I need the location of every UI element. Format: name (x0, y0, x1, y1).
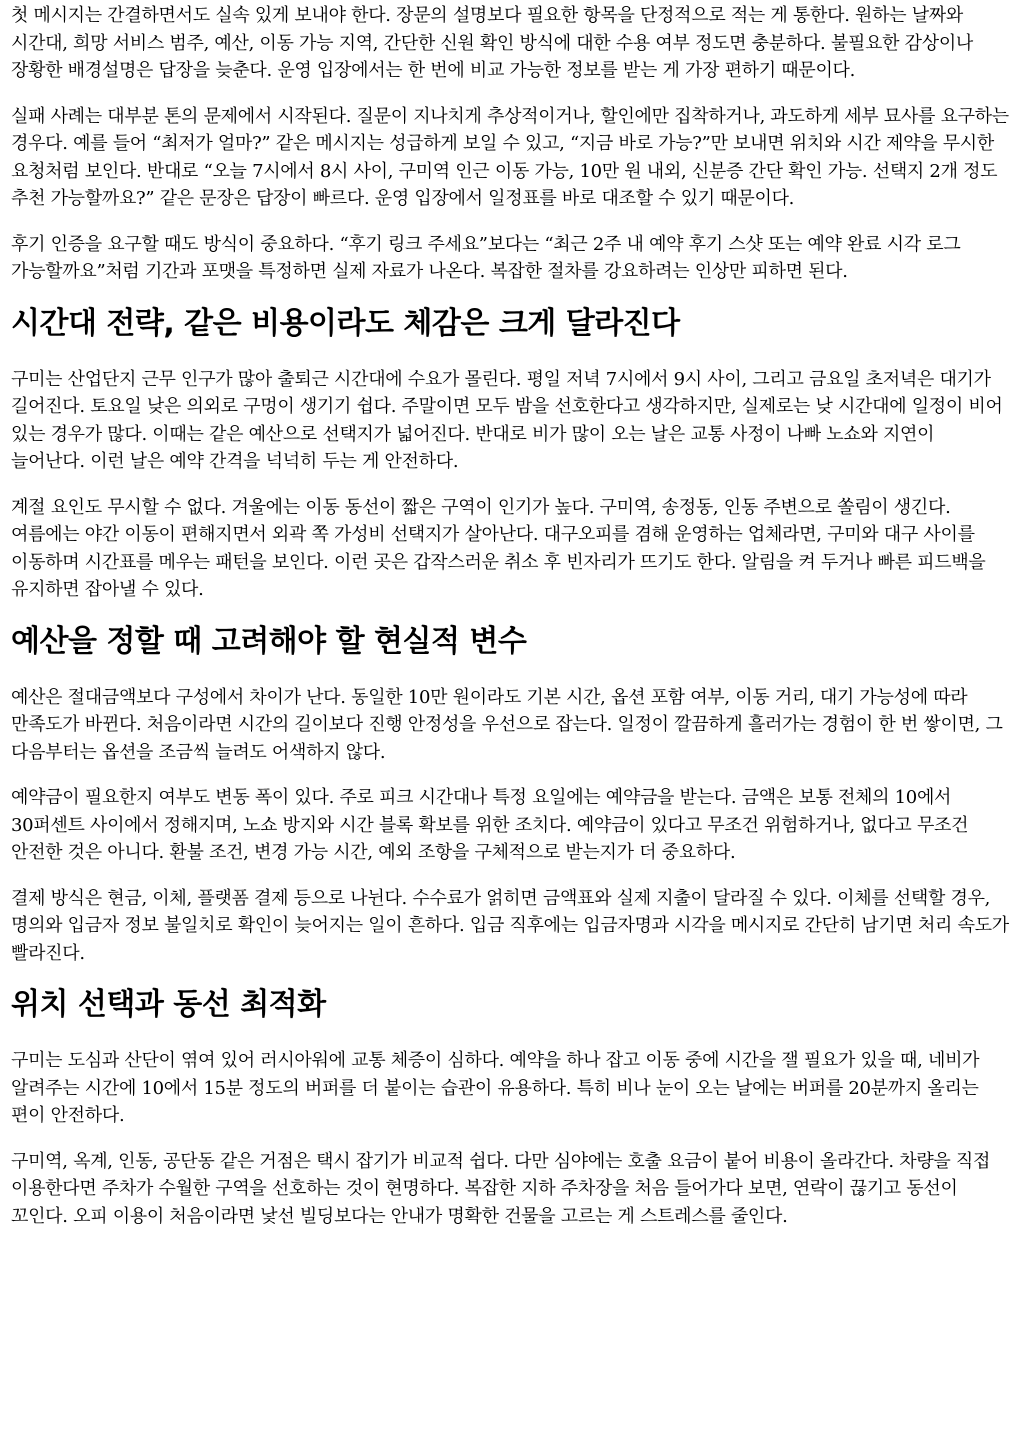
paragraph-deposit: 예약금이 필요한지 여부도 변동 폭이 있다. 주로 피크 시간대나 특정 요일에는 예약금을 받는다. 금액은 보통 전체의 10에서 30퍼센트 사이에서 정해지며, 노쇼 방지와 시간 블록 확보를 위한 조치다. 예약금이 있다고 무조건 위험하거나, 없다고 무조건 안전한 것은 아니다. 환불 조건, 변경 가능 시간, 예외 조항을 구체적으로 받는지가 더 중요하다. (11, 787, 969, 863)
paragraph-review-verification: 후기 인증을 요구할 때도 방식이 중요하다. “후기 링크 주세요”보다는 “최근 2주 내 예약 후기 스샷 또는 예약 완료 시각 로그 가능할까요”처럼 기간과 포맷을 특정하면 실제 자료가 나온다. 복잡한 절차를 강요하려는 인상만 피하면 된다. (11, 233, 961, 282)
paragraph-hubs-parking: 구미역, 옥계, 인동, 공단동 같은 거점은 택시 잡기가 비교적 쉽다. 다만 심야에는 호출 요금이 붙어 비용이 올라간다. 차량을 직접 이용한다면 주차가 수월한 구역을 선호하는 것이 현명하다. 복잡한 지하 주차장을 처음 들어가다 보면, 연락이 끊기고 동선이 꼬인다. 오피 이용이 처음이라면 낯선 빌딩보다는 안내가 명확한 건물을 고르는 게 스트레스를 줄인다. (11, 1150, 991, 1227)
heading-location-routing: 위치 선택과 동선 최적화 (11, 987, 326, 1022)
paragraph-first-message: 첫 메시지는 간결하면서도 실속 있게 보내야 한다. 장문의 설명보다 필요한 항목을 단정적으로 적는 게 통한다. 원하는 날짜와 시간대, 희망 서비스 범주, 예산, 이동 가능 지역, 간단한 신원 확인 방식에 대한 수용 여부 정도면 충분하다. 불필요한 감상이나 장황한 배경설명은 답장을 늦춘다. 운영 입장에서는 한 번에 비교 가능한 정보를 받는 게 가장 편하기 때문이다. (11, 5, 974, 81)
paragraph-failure-cases: 실패 사례는 대부분 톤의 문제에서 시작된다. 질문이 지나치게 추상적이거나, 할인에만 집착하거나, 과도하게 세부 묘사를 요구하는 경우다. 예를 들어 “최저가 얼마?” 같은 메시지는 성급하게 보일 수 있고, “지금 바로 가능?”만 보내면 위치와 시간 제약을 무시한 요청처럼 보인다. 반대로 “오늘 7시에서 8시 사이, 구미역 인근 이동 가능, 10만 원 내외, 신분증 간단 확인 가능. 선택지 2개 정도 추천 가능할까요?” 같은 문장은 답장이 빠르다. 운영 입장에서 일정표를 바로 대조할 수 있기 때문이다. (11, 105, 1009, 209)
paragraph-traffic-buffer: 구미는 도심과 산단이 엮여 있어 러시아워에 교통 체증이 심하다. 예약을 하나 잡고 이동 중에 시간을 잴 필요가 있을 때, 네비가 알려주는 시간에 10에서 15분 정도의 버퍼를 더 붙이는 습관이 유용하다. 특히 비나 눈이 오는 날에는 버퍼를 20분까지 올리는 편이 안전하다. (11, 1050, 980, 1126)
paragraph-payment-methods: 결제 방식은 현금, 이체, 플랫폼 결제 등으로 나뉜다. 수수료가 얽히면 금액표와 실제 지출이 달라질 수 있다. 이체를 선택할 경우, 명의와 입금자 정보 불일치로 확인이 늦어지는 일이 흔하다. 입금 직후에는 입금자명과 시각을 메시지로 간단히 남기면 처리 속도가 빨라진다. (11, 887, 1009, 964)
paragraph-budget-composition: 예산은 절대금액보다 구성에서 차이가 난다. 동일한 10만 원이라도 기본 시간, 옵션 포함 여부, 이동 거리, 대기 가능성에 따라 만족도가 바뀐다. 처음이라면 시간의 길이보다 진행 안정성을 우선으로 잡는다. 일정이 깔끔하게 흘러가는 경험이 한 번 쌓이면, 그 다음부터는 옵션을 조금씩 늘려도 어색하지 않다. (11, 686, 1003, 763)
paragraph-seasonal-factors: 계절 요인도 무시할 수 없다. 겨울에는 이동 동선이 짧은 구역이 인기가 높다. 구미역, 송정동, 인동 주변으로 쏠림이 생긴다. 여름에는 야간 이동이 편해지면서 외곽 쪽 가성비 선택지가 살아난다. 대구오피를 겸해 운영하는 업체라면, 구미와 대구 사이를 이동하며 시간표를 메우는 패턴을 보인다. 이런 곳은 갑작스러운 취소 후 빈자리가 뜨기도 한다. 알림을 켜 두거나 빠른 피드백을 유지하면 잡아낼 수 있다. (11, 496, 986, 600)
heading-budget-variables: 예산을 정할 때 고려해야 할 현실적 변수 (11, 623, 527, 659)
heading-time-strategy: 시간대 전략, 같은 비용이라도 체감은 크게 달라진다 (11, 305, 680, 341)
paragraph-commute-demand: 구미는 산업단지 근무 인구가 많아 출퇴근 시간대에 수요가 몰린다. 평일 저녁 7시에서 9시 사이, 그리고 금요일 초저녁은 대기가 길어진다. 토요일 낮은 의외로 구멍이 생기기 쉽다. 주말이면 모두 밤을 선호한다고 생각하지만, 실제로는 낮 시간대에 일정이 비어 있는 경우가 많다. 이때는 같은 예산으로 선택지가 넓어진다. 반대로 비가 많이 오는 날은 교통 사정이 나빠 노쇼와 지연이 늘어난다. 이런 날은 예약 간격을 넉넉히 두는 게 안전하다. (11, 368, 1003, 472)
